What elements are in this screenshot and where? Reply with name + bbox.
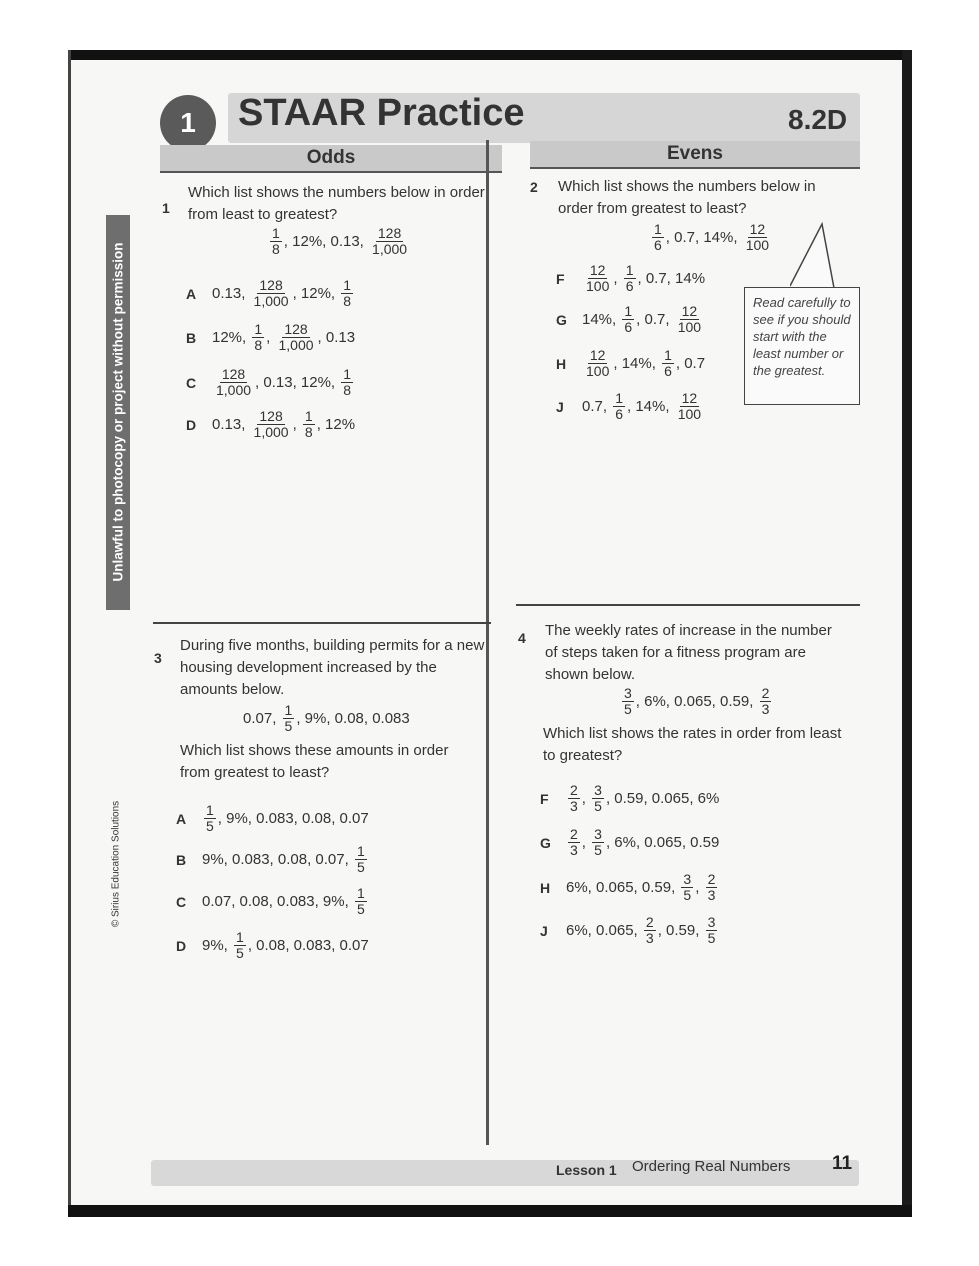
value-text: , 0.7, 14% [637, 270, 706, 287]
fraction-numerator: 12 [681, 390, 698, 406]
given-values [243, 703, 410, 734]
answer-choice[interactable] [556, 304, 705, 335]
fraction-denominator: 3 [645, 930, 654, 946]
value-text: 0.07, 0.08, 0.083, 9%, [202, 893, 353, 910]
value-text: , [695, 879, 704, 896]
fraction [252, 409, 291, 440]
fraction-denominator: 3 [570, 842, 578, 858]
fraction-numerator: 3 [624, 685, 632, 701]
fraction-denominator: 8 [254, 337, 263, 353]
choice-letter: H [540, 879, 551, 896]
question-prompt: Which list shows these amounts in order from greatest to least? [180, 742, 449, 781]
fraction [644, 915, 656, 946]
fraction-numerator: 3 [683, 871, 692, 887]
answer-choice[interactable] [540, 915, 719, 946]
fraction [204, 803, 216, 834]
fraction-numerator: 3 [594, 826, 602, 842]
fraction-numerator: 12 [681, 303, 698, 319]
value-text: , [581, 790, 591, 807]
left-section-divider [153, 622, 491, 624]
fraction-denominator: 5 [284, 718, 293, 734]
value-text: , 9%, 0.08, 0.083 [296, 710, 410, 727]
fraction-numerator: 1 [356, 843, 365, 859]
fraction-numerator: 1 [664, 347, 672, 363]
fraction [252, 278, 291, 309]
odds-heading-rule [160, 171, 502, 173]
footer-lesson: Lesson 1 [556, 1162, 617, 1178]
choice-letter: A [186, 285, 197, 302]
value-text: 12%, [212, 329, 251, 346]
value-text: , 12%, [292, 285, 340, 302]
fraction-denominator: 6 [624, 319, 633, 335]
fraction-denominator: 1,000 [253, 424, 289, 440]
fraction-numerator: 128 [221, 366, 246, 382]
fraction [303, 409, 315, 440]
answer-choice[interactable] [540, 872, 719, 903]
choice-letter: B [176, 851, 187, 868]
fraction-numerator: 1 [625, 262, 634, 278]
fraction-denominator: 1,000 [278, 337, 314, 353]
fraction [252, 322, 264, 353]
choice-letter: C [186, 374, 197, 391]
fraction-denominator: 3 [761, 701, 770, 717]
fraction-denominator: 100 [745, 237, 770, 253]
page-number: 11 [832, 1153, 853, 1174]
question-prompt: Which list shows the rates in order from least to greatest? [543, 725, 842, 764]
value-text: , [266, 329, 275, 346]
fraction-denominator: 8 [272, 241, 280, 257]
evens-heading: Evens [530, 141, 860, 167]
choice-values [582, 263, 705, 294]
question-text: Which list shows the numbers below in order from greatest to least? [558, 178, 816, 217]
choice-values [212, 322, 355, 353]
right-section-divider [516, 604, 860, 606]
choice-values [202, 844, 369, 875]
choice-values [582, 348, 705, 379]
value-text: , 0.13 [317, 329, 356, 346]
fraction-denominator: 8 [343, 382, 352, 398]
value-text: , 14%, [626, 398, 674, 415]
value-text: , 0.59, 0.065, 6% [605, 790, 720, 807]
choice-values [212, 278, 355, 309]
answer-choice[interactable] [556, 348, 705, 379]
answer-choice[interactable] [176, 844, 369, 875]
choice-letter: D [186, 416, 197, 433]
value-text: , [292, 416, 301, 433]
copyright-text: © Sirius Education Solutions [110, 800, 122, 928]
callout-pointer [790, 222, 840, 292]
fraction [662, 348, 674, 379]
fraction-numerator: 1 [343, 366, 352, 382]
value-text: , 0.59, [657, 922, 704, 939]
value-text: 9%, 0.083, 0.08, 0.07, [202, 851, 353, 868]
choice-letter: G [556, 311, 567, 328]
fraction-denominator: 100 [586, 363, 610, 379]
fraction-denominator: 8 [343, 293, 352, 309]
fraction-denominator: 5 [624, 701, 632, 717]
fraction [652, 222, 664, 253]
fraction-denominator: 3 [570, 798, 578, 814]
fraction [760, 686, 772, 717]
fraction-numerator: 1 [236, 929, 244, 945]
answer-choice[interactable] [176, 803, 369, 834]
choice-letter: F [556, 270, 565, 287]
value-text: , 6%, 0.065, 0.59 [605, 834, 720, 851]
fraction-numerator: 1 [304, 408, 313, 424]
value-text: , 0.7, 14%, [665, 229, 742, 246]
answer-choice[interactable] [556, 391, 705, 422]
fraction-denominator: 8 [304, 424, 313, 440]
fraction-numerator: 1 [356, 885, 365, 901]
standard-code: 8.2D [788, 104, 848, 135]
question-number: 3 [154, 650, 162, 666]
callout-tip: Read carefully to see if you should start with the least number or the greatest. [744, 287, 860, 405]
fraction-numerator: 12 [589, 262, 606, 278]
fraction-numerator: 3 [707, 914, 716, 930]
fraction-denominator: 100 [586, 278, 610, 294]
fraction-denominator: 3 [707, 887, 716, 903]
fraction-denominator: 5 [236, 945, 244, 961]
fraction-numerator: 2 [707, 871, 716, 887]
choice-letter: J [540, 922, 548, 939]
evens-heading-rule [530, 167, 860, 169]
question-number: 1 [162, 200, 170, 216]
value-text: , 0.08, 0.083, 0.07 [247, 937, 369, 954]
fraction-numerator: 1 [343, 277, 352, 293]
question-text: The weekly rates of increase in the number of steps taken for a fitness program are shown below. [545, 622, 832, 683]
value-text: , 12% [316, 416, 356, 433]
fraction-numerator: 1 [272, 225, 280, 241]
fraction [584, 263, 611, 294]
answer-choice[interactable] [186, 278, 355, 309]
choice-letter: H [556, 355, 567, 372]
fraction [592, 827, 604, 858]
fraction [355, 886, 367, 917]
value-text: 9%, [202, 937, 233, 954]
choice-values [212, 409, 355, 440]
fraction-denominator: 1,000 [372, 241, 408, 257]
column-divider [486, 140, 489, 1145]
fraction-numerator: 1 [254, 321, 263, 337]
choice-letter: J [556, 398, 564, 415]
choice-values [582, 391, 705, 422]
fraction-denominator: 5 [594, 798, 602, 814]
fraction-denominator: 100 [677, 319, 702, 335]
value-text: 6%, 0.065, 0.59, [566, 879, 680, 896]
choice-values [566, 783, 719, 814]
given-values [650, 222, 773, 253]
answer-choice[interactable] [186, 409, 355, 440]
choice-letter: B [186, 329, 197, 346]
choice-values [202, 803, 369, 834]
fraction-numerator: 1 [615, 390, 623, 406]
choice-values [202, 886, 369, 917]
fraction [568, 827, 580, 858]
fraction [676, 391, 703, 422]
choice-values [582, 304, 705, 335]
choice-letter: G [540, 834, 551, 851]
answer-choice[interactable] [186, 322, 355, 353]
lesson-badge: 1 [160, 95, 216, 151]
fraction-denominator: 5 [356, 901, 365, 917]
fraction [613, 391, 625, 422]
fraction-numerator: 128 [284, 321, 308, 337]
choice-letter: A [176, 810, 187, 827]
fraction-denominator: 100 [677, 406, 702, 422]
fraction-denominator: 6 [664, 363, 672, 379]
fraction-denominator: 5 [683, 887, 692, 903]
answer-choice[interactable] [186, 367, 355, 398]
fraction [234, 930, 246, 961]
value-text: 6%, 0.065, [566, 922, 642, 939]
choice-values [566, 827, 719, 858]
choice-values [202, 930, 369, 961]
fraction [341, 367, 353, 398]
fraction [681, 872, 693, 903]
choice-letter: D [176, 937, 187, 954]
fraction-numerator: 3 [594, 782, 602, 798]
scan-border-bottom [68, 1205, 912, 1217]
choice-values [566, 872, 719, 903]
fraction-numerator: 2 [761, 685, 770, 701]
fraction [568, 783, 580, 814]
fraction-denominator: 6 [615, 406, 623, 422]
fraction-numerator: 1 [284, 702, 293, 718]
fraction-denominator: 1,000 [253, 293, 289, 309]
fraction-numerator: 2 [645, 914, 654, 930]
value-text: 0.13, [212, 285, 250, 302]
fraction-denominator: 5 [594, 842, 602, 858]
fraction-numerator: 128 [377, 225, 402, 241]
fraction-denominator: 5 [206, 818, 214, 834]
fraction [214, 367, 253, 398]
choice-letter: C [176, 893, 187, 910]
value-text: , 0.13, 12%, [255, 374, 340, 391]
fraction [270, 226, 282, 257]
fraction-numerator: 1 [624, 303, 633, 319]
given-values [268, 226, 411, 257]
fraction-denominator: 6 [654, 237, 662, 253]
fraction [277, 322, 316, 353]
fraction [622, 304, 634, 335]
fraction [706, 872, 718, 903]
value-text: , 9%, 0.083, 0.08, 0.07 [217, 810, 369, 827]
fraction-numerator: 2 [570, 826, 578, 842]
choice-values [566, 915, 719, 946]
fraction [283, 703, 295, 734]
answer-choice[interactable] [176, 930, 369, 961]
fraction-denominator: 5 [356, 859, 365, 875]
value-text: , [581, 834, 591, 851]
footer-topic: Ordering Real Numbers [632, 1158, 791, 1175]
side-notice-text: Unlawful to photocopy or project without permission [110, 242, 126, 582]
fraction-numerator: 1 [206, 802, 214, 818]
value-text: , 0.7, [636, 311, 674, 328]
value-text: , 0.7 [675, 355, 706, 372]
fraction [355, 844, 367, 875]
fraction-numerator: 12 [589, 347, 606, 363]
value-text: 0.7, [582, 398, 612, 415]
question-number: 4 [518, 630, 526, 646]
answer-choice[interactable] [540, 827, 719, 858]
value-text: , 14%, [613, 355, 661, 372]
value-text: , [613, 270, 622, 287]
fraction-numerator: 1 [654, 221, 662, 237]
choice-values [212, 367, 355, 398]
fraction [622, 686, 634, 717]
fraction-numerator: 12 [749, 221, 766, 237]
value-text: , 12%, 0.13, [283, 233, 369, 250]
fraction [584, 348, 611, 379]
fraction-numerator: 2 [570, 782, 578, 798]
fraction [341, 278, 353, 309]
fraction [676, 304, 703, 335]
odds-heading: Odds [160, 145, 502, 171]
fraction [592, 783, 604, 814]
question-text: During five months, building permits for a new housing development increased by the amounts below. [180, 637, 485, 698]
fraction-numerator: 128 [259, 408, 283, 424]
fraction [624, 263, 636, 294]
fraction-denominator: 1,000 [216, 382, 252, 398]
value-text: 0.13, [212, 416, 250, 433]
fraction-denominator: 5 [707, 930, 716, 946]
question-text: Which list shows the numbers below in order from least to greatest? [188, 184, 485, 223]
answer-choice[interactable] [540, 783, 719, 814]
scan-border-top [68, 50, 912, 60]
answer-choice[interactable] [556, 263, 705, 294]
fraction [706, 915, 718, 946]
fraction [370, 226, 409, 257]
value-text: , 6%, 0.065, 0.59, [635, 693, 758, 710]
choice-letter: F [540, 790, 549, 807]
fraction-numerator: 128 [259, 277, 283, 293]
value-text: 14%, [582, 311, 621, 328]
fraction [744, 222, 771, 253]
scan-border-right [902, 50, 912, 1215]
answer-choice[interactable] [176, 886, 369, 917]
page-title: STAAR Practice [238, 92, 525, 134]
given-values [620, 686, 773, 717]
value-text: 0.07, [243, 710, 281, 727]
fraction-denominator: 6 [625, 278, 634, 294]
question-number: 2 [530, 179, 538, 195]
